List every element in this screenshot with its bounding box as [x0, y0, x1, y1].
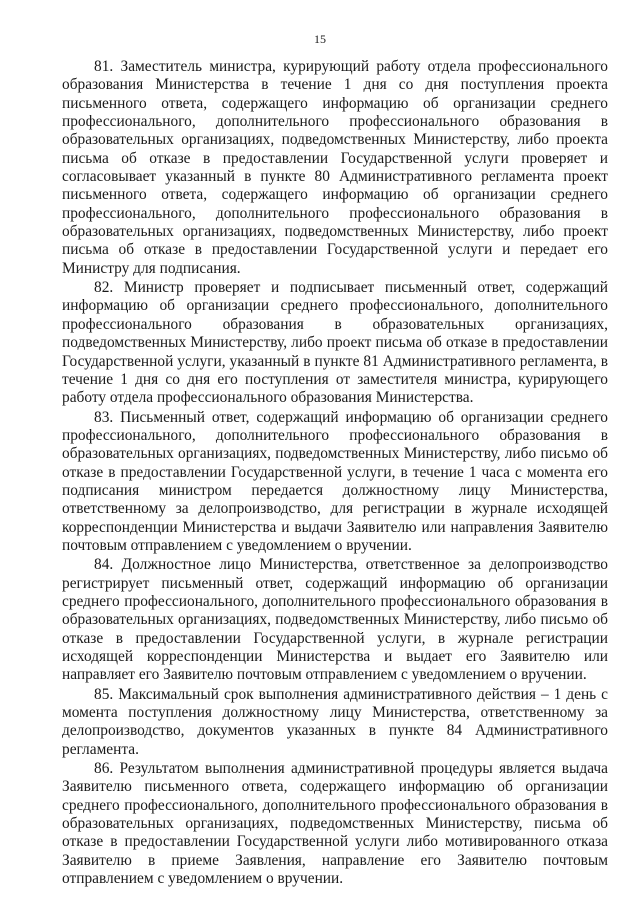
page-number: 15 [314, 32, 326, 46]
paragraph-85: 85. Максимальный срок выполнения административного действия – 1 день с момента поступления должностному лицу Министерства, ответственному за делопроизводство, документов указанных в пункте 84 Административного регламента. [62, 685, 608, 758]
paragraph-81: 81. Заместитель министра, курирующий работу отдела профессионального образования Министерства в течение 1 дня со дня поступления проекта письменного ответа, содержащего информацию об организации среднего профессионального, дополнительного профессионального образования в образовательных организациях, подведомственных Министерству, либо проекта письма об отказе в предоставлении Государственной услуги проверяет и согласовывает указанный в пункте 80 Административного регламента проект письменного ответа, содержащего информацию об организации среднего профессионального, дополнительного профессионального образования в образовательных организациях, подведомственных Министерству, либо проект письма об отказе в предоставлении Государственной услуги и передает его Министру для подписания. [62, 58, 608, 277]
document-body [62, 58, 608, 888]
paragraph-84: 84. Должностное лицо Министерства, ответственное за делопроизводство регистрирует письменный ответ, содержащий информацию об организации среднего профессионального, дополнительного профессионального образования в образовательных организациях, подведомственных Министерству, либо письмо об отказе в предоставлении Государственной услуги, в журнале регистрации исходящей корреспонденции Министерства и выдает его Заявителю или направляет его Заявителю почтовым отправлением с уведомлением о вручении. [62, 556, 608, 684]
paragraph-83: 83. Письменный ответ, содержащий информацию об организации среднего профессионального, дополнительного профессионального образования в образовательных организациях, подведомственных Министерству, либо письмо об отказе в предоставлении Государственной услуги, в течение 1 часа с момента его подписания министром передается должностному лицу Министерства, ответственному за делопроизводство, для регистрации в журнале исходящей корреспонденции Министерства и выдачи Заявителю или направления Заявителю почтовым отправлением с уведомлением о вручении. [62, 408, 608, 554]
paragraph-86: 86. Результатом выполнения административной процедуры является выдача Заявителю письменного ответа, содержащего информацию об организации среднего профессионального, дополнительного профессионального образования в образовательных организациях, подведомственных Министерству, письма об отказе в предоставлении Государственной услуги либо мотивированного отказа Заявителю в приеме Заявления, направление его Заявителю почтовым отправлением с уведомлением о вручении. [62, 760, 608, 888]
paragraph-82: 82. Министр проверяет и подписывает письменный ответ, содержащий информацию об организации среднего профессионального, дополнительного профессионального образования в образовательных организациях, подведомственных Министерству, либо проект письма об отказе в предоставлении Государственной услуги, указанный в пункте 81 Административного регламента, в течение 1 дня со дня его поступления от заместителя министра, курирующего работу отдела профессионального образования Министерства. [62, 279, 608, 407]
